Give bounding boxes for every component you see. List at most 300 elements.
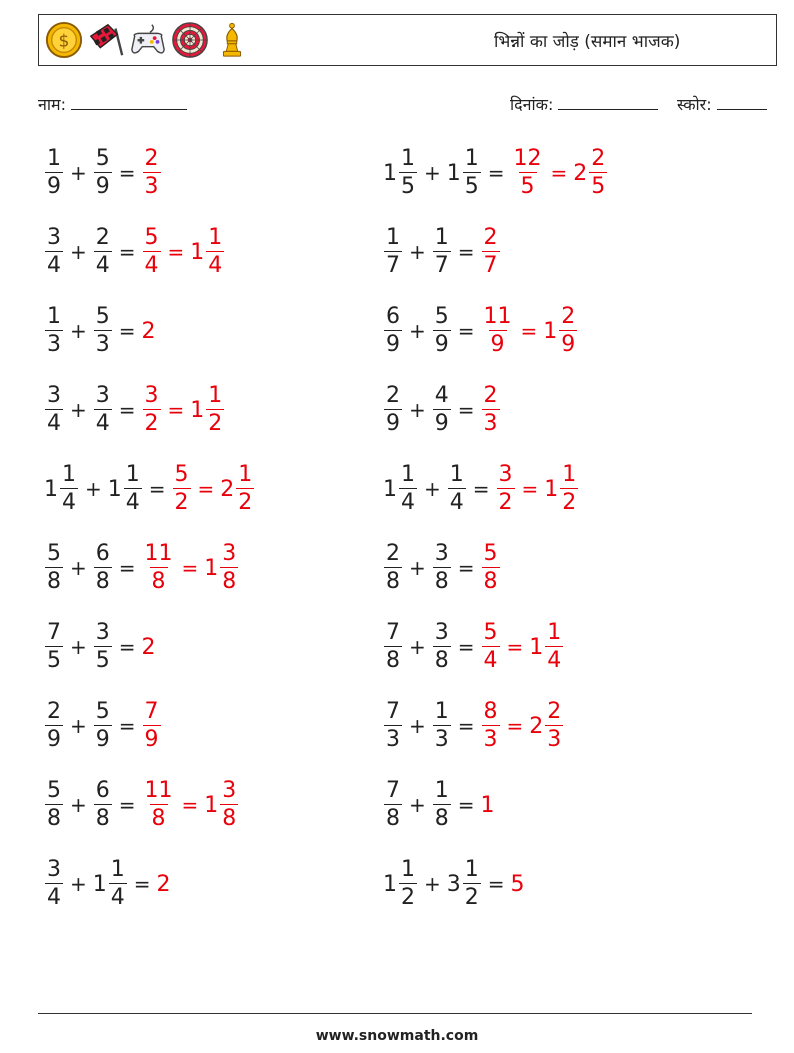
plus-sign: + [409, 240, 426, 264]
denominator: 2 [174, 490, 189, 515]
math-term [432, 543, 452, 593]
numerator: 1 [238, 462, 253, 487]
denominator: 9 [490, 332, 505, 357]
math-term [383, 385, 403, 435]
problem-item [383, 777, 496, 833]
denominator: 4 [401, 490, 415, 515]
plus-sign: + [70, 398, 87, 422]
math-term [142, 780, 176, 830]
equals-sign: = [457, 240, 475, 264]
numerator: 4 [434, 383, 449, 408]
plus-sign: + [70, 556, 87, 580]
denominator: 4 [47, 885, 61, 910]
equals-sign: = [457, 714, 475, 738]
answer [142, 148, 162, 198]
math-term [383, 701, 403, 751]
equals-sign: = [520, 319, 538, 343]
whole-number: 1 [383, 871, 397, 897]
denominator: 9 [561, 332, 576, 357]
plus-sign: + [70, 793, 87, 817]
denominator: 4 [95, 411, 110, 436]
numerator: 6 [95, 541, 110, 566]
fraction [94, 543, 112, 593]
math-term [383, 622, 403, 672]
plus-sign: + [70, 240, 87, 264]
numerator: 1 [386, 225, 400, 250]
equals-sign: = [457, 793, 475, 817]
chess-bishop-icon [213, 21, 251, 59]
math-term [190, 385, 225, 435]
equals-sign: = [457, 398, 475, 422]
denominator: 5 [401, 174, 415, 199]
answer [172, 464, 256, 514]
answer [481, 227, 501, 277]
numerator: 1 [401, 857, 415, 882]
denominator: 8 [95, 806, 110, 831]
equals-sign: = [487, 161, 505, 185]
fraction [45, 622, 63, 672]
fraction [94, 701, 112, 751]
fraction [94, 385, 112, 435]
denominator: 5 [47, 648, 61, 673]
fraction [384, 622, 402, 672]
numerator: 1 [208, 225, 223, 250]
numerator: 1 [464, 857, 479, 882]
math-term [44, 385, 64, 435]
math-term [93, 780, 113, 830]
fraction [45, 306, 63, 356]
equals-sign: = [118, 398, 136, 422]
numerator: 7 [144, 699, 159, 724]
fraction [109, 859, 127, 909]
math-term [481, 385, 501, 435]
denominator: 4 [47, 411, 61, 436]
whole-number: 2 [220, 476, 235, 502]
numerator: 11 [144, 778, 173, 803]
problem-item [44, 224, 225, 280]
numerator: 3 [434, 541, 449, 566]
numerator: 5 [47, 778, 61, 803]
whole-number: 1 [190, 239, 205, 265]
problem-item [383, 856, 526, 912]
fraction [433, 543, 451, 593]
fraction [384, 227, 402, 277]
math-term [44, 464, 79, 514]
math-term [93, 859, 128, 909]
header-icons [45, 21, 251, 59]
math-term [93, 148, 113, 198]
numerator: 12 [513, 146, 542, 171]
header-box [38, 14, 777, 66]
numerator: 5 [174, 462, 189, 487]
fraction [143, 543, 175, 593]
name-field [38, 93, 187, 115]
plus-sign: + [85, 477, 102, 501]
math-term [447, 859, 482, 909]
plus-sign: + [70, 319, 87, 343]
denominator: 3 [547, 727, 562, 752]
math-term [44, 543, 64, 593]
denominator: 8 [386, 806, 400, 831]
math-term [220, 464, 255, 514]
problem-item [383, 698, 564, 754]
answer [142, 701, 162, 751]
whole-number: 1 [480, 792, 495, 818]
equals-sign: = [118, 240, 136, 264]
equals-sign: = [457, 635, 475, 659]
fraction [384, 780, 402, 830]
whole-number: 2 [156, 871, 171, 897]
denominator: 9 [47, 727, 61, 752]
denominator: 5 [520, 174, 535, 199]
denominator: 3 [95, 332, 110, 357]
fraction [45, 701, 63, 751]
answer [481, 543, 501, 593]
equals-sign: = [118, 319, 136, 343]
fraction [559, 306, 577, 356]
fraction [482, 306, 514, 356]
numerator: 2 [386, 541, 400, 566]
math-term [481, 227, 501, 277]
whole-number: 2 [529, 713, 544, 739]
answer [142, 385, 226, 435]
math-term [481, 622, 501, 672]
math-term [432, 701, 452, 751]
numerator: 1 [47, 146, 61, 171]
fraction [45, 385, 63, 435]
denominator: 2 [238, 490, 253, 515]
coin-icon [45, 21, 83, 59]
denominator: 8 [47, 569, 61, 594]
answer [481, 622, 565, 672]
denominator: 8 [483, 569, 498, 594]
numerator: 2 [561, 304, 576, 329]
dartboard-icon [171, 21, 209, 59]
numerator: 3 [95, 620, 110, 645]
math-term [44, 859, 64, 909]
problem-item [44, 777, 239, 833]
denominator: 5 [95, 648, 110, 673]
equals-sign: = [118, 556, 136, 580]
numerator: 5 [144, 225, 159, 250]
math-term [383, 859, 418, 909]
math-term [44, 780, 64, 830]
numerator: 1 [464, 146, 479, 171]
fraction [45, 227, 63, 277]
equals-sign: = [133, 872, 151, 896]
denominator: 8 [151, 806, 166, 831]
math-term [204, 780, 239, 830]
fraction [399, 464, 417, 514]
numerator: 1 [449, 462, 464, 487]
math-term [511, 148, 545, 198]
denominator: 7 [434, 253, 449, 278]
whole-number: 1 [204, 555, 219, 581]
numerator: 1 [62, 462, 76, 487]
math-term [432, 780, 452, 830]
problem-item [383, 145, 608, 201]
equals-sign: = [457, 556, 475, 580]
plus-sign: + [409, 319, 426, 343]
numerator: 1 [401, 462, 415, 487]
numerator: 1 [110, 857, 125, 882]
numerator: 2 [547, 699, 562, 724]
numerator: 3 [47, 225, 61, 250]
problem-item [383, 303, 578, 359]
math-term [543, 306, 578, 356]
answer [481, 701, 565, 751]
math-term [573, 148, 608, 198]
score-blank[interactable] [717, 95, 767, 110]
denominator: 8 [386, 569, 400, 594]
fraction [497, 464, 515, 514]
plus-sign: + [424, 477, 441, 501]
math-term [383, 780, 403, 830]
answer [142, 227, 226, 277]
numerator: 7 [386, 778, 400, 803]
math-term [44, 227, 64, 277]
problem-item [383, 382, 501, 438]
numerator: 8 [483, 699, 498, 724]
math-term [529, 701, 564, 751]
fraction [545, 701, 563, 751]
fraction [143, 385, 161, 435]
svg-text:$: $ [58, 31, 70, 52]
denominator: 9 [434, 332, 449, 357]
fraction [384, 385, 402, 435]
math-term [383, 148, 418, 198]
whole-number: 1 [383, 476, 397, 502]
fraction [482, 385, 500, 435]
problem-item [383, 619, 564, 675]
equals-sign: = [521, 477, 539, 501]
numerator: 1 [434, 225, 449, 250]
denominator: 3 [434, 727, 449, 752]
fraction [94, 148, 112, 198]
denominator: 3 [386, 727, 400, 752]
plus-sign: + [409, 635, 426, 659]
numerator: 3 [434, 620, 449, 645]
date-blank[interactable] [558, 95, 658, 110]
numerator: 3 [47, 857, 61, 882]
denominator: 8 [434, 569, 449, 594]
denominator: 9 [386, 332, 400, 357]
answer [511, 872, 526, 897]
numerator: 6 [95, 778, 110, 803]
numerator: 2 [591, 146, 606, 171]
plus-sign: + [424, 872, 441, 896]
fraction [482, 543, 500, 593]
plus-sign: + [424, 161, 441, 185]
numerator: 1 [125, 462, 140, 487]
problem-item [383, 461, 579, 517]
answer [481, 385, 501, 435]
math-term [481, 701, 501, 751]
footer-divider [38, 1013, 752, 1014]
denominator: 9 [434, 411, 449, 436]
math-term [383, 306, 403, 356]
footer-url: www.snowmath.com [315, 1028, 479, 1044]
whole-number: 2 [141, 634, 156, 660]
fraction [482, 701, 500, 751]
denominator: 3 [483, 411, 498, 436]
denominator: 8 [434, 648, 449, 673]
score-label: स्कोर: [677, 95, 712, 114]
math-term [383, 464, 418, 514]
math-term [142, 227, 162, 277]
problem-item [44, 145, 162, 201]
math-term [432, 227, 452, 277]
fraction [45, 780, 63, 830]
fraction [143, 701, 161, 751]
numerator: 5 [434, 304, 449, 329]
numerator: 7 [386, 699, 400, 724]
fraction [45, 148, 63, 198]
denominator: 4 [547, 648, 562, 673]
fraction [220, 780, 238, 830]
math-term [172, 464, 192, 514]
fraction [433, 227, 451, 277]
fraction [433, 780, 451, 830]
numerator: 7 [386, 620, 400, 645]
equals-sign: = [550, 161, 568, 185]
math-term [481, 543, 501, 593]
denominator: 7 [386, 253, 400, 278]
numerator: 5 [95, 146, 110, 171]
answer [496, 464, 580, 514]
denominator: 4 [110, 885, 125, 910]
problem-item [383, 224, 501, 280]
fraction [45, 543, 63, 593]
plus-sign: + [409, 793, 426, 817]
numerator: 1 [562, 462, 577, 487]
date-label: दिनांक: [510, 95, 554, 114]
numerator: 1 [434, 778, 449, 803]
math-term [142, 635, 157, 660]
whole-number: 1 [44, 476, 58, 502]
denominator: 4 [208, 253, 223, 278]
math-term [44, 701, 64, 751]
numerator: 3 [222, 541, 237, 566]
numerator: 2 [95, 225, 110, 250]
math-term [511, 872, 526, 897]
fraction [482, 227, 500, 277]
math-term [142, 543, 176, 593]
fraction [94, 306, 112, 356]
denominator: 9 [95, 727, 110, 752]
numerator: 3 [498, 462, 513, 487]
fraction [463, 859, 481, 909]
denominator: 7 [483, 253, 498, 278]
fraction [560, 464, 578, 514]
fraction [94, 227, 112, 277]
denominator: 8 [95, 569, 110, 594]
math-term [383, 227, 403, 277]
equals-sign: = [167, 240, 185, 264]
denominator: 8 [47, 806, 61, 831]
numerator: 1 [47, 304, 61, 329]
fraction [384, 701, 402, 751]
denominator: 8 [222, 569, 237, 594]
math-term [529, 622, 564, 672]
fraction [220, 543, 238, 593]
equals-sign: = [457, 319, 475, 343]
fraction [384, 543, 402, 593]
numerator: 11 [144, 541, 173, 566]
equals-sign: = [197, 477, 215, 501]
equals-sign: = [118, 714, 136, 738]
numerator: 5 [47, 541, 61, 566]
score-field [677, 93, 767, 115]
fraction [236, 464, 254, 514]
equals-sign: = [472, 477, 490, 501]
plus-sign: + [409, 556, 426, 580]
equals-sign: = [148, 477, 166, 501]
plus-sign: + [70, 872, 87, 896]
answer [511, 148, 609, 198]
name-blank[interactable] [71, 95, 187, 110]
numerator: 5 [483, 620, 498, 645]
plus-sign: + [70, 714, 87, 738]
page-title: भिन्नों का जोड़ (समान भाजक) [494, 32, 681, 52]
denominator: 9 [144, 727, 159, 752]
math-term [93, 306, 113, 356]
fraction [206, 227, 224, 277]
fraction [94, 622, 112, 672]
fraction [384, 306, 402, 356]
fraction [589, 148, 607, 198]
numerator: 1 [208, 383, 223, 408]
denominator: 3 [144, 174, 159, 199]
math-term [204, 543, 239, 593]
fraction [433, 701, 451, 751]
equals-sign: = [118, 161, 136, 185]
numerator: 3 [47, 383, 61, 408]
math-term [93, 701, 113, 751]
denominator: 4 [449, 490, 464, 515]
equals-sign: = [118, 793, 136, 817]
answer [142, 780, 240, 830]
numerator: 1 [401, 146, 415, 171]
problem-item [44, 461, 255, 517]
math-term [44, 622, 64, 672]
fraction [206, 385, 224, 435]
math-term [44, 148, 64, 198]
whole-number: 2 [141, 318, 156, 344]
problem-item [44, 382, 225, 438]
whole-number: 3 [446, 871, 461, 897]
denominator: 2 [498, 490, 513, 515]
problem-item [44, 540, 239, 596]
whole-number: 1 [92, 871, 107, 897]
whole-number: 1 [544, 476, 559, 502]
math-term [108, 464, 143, 514]
denominator: 2 [144, 411, 159, 436]
numerator: 2 [483, 383, 498, 408]
fraction [433, 306, 451, 356]
math-term [142, 385, 162, 435]
math-term [383, 543, 403, 593]
math-term [44, 306, 64, 356]
math-term [142, 319, 157, 344]
problem-item [44, 698, 162, 754]
denominator: 4 [47, 253, 61, 278]
name-label: नाम: [38, 95, 66, 114]
denominator: 8 [386, 648, 400, 673]
math-term [544, 464, 579, 514]
denominator: 3 [47, 332, 61, 357]
fraction [143, 780, 175, 830]
